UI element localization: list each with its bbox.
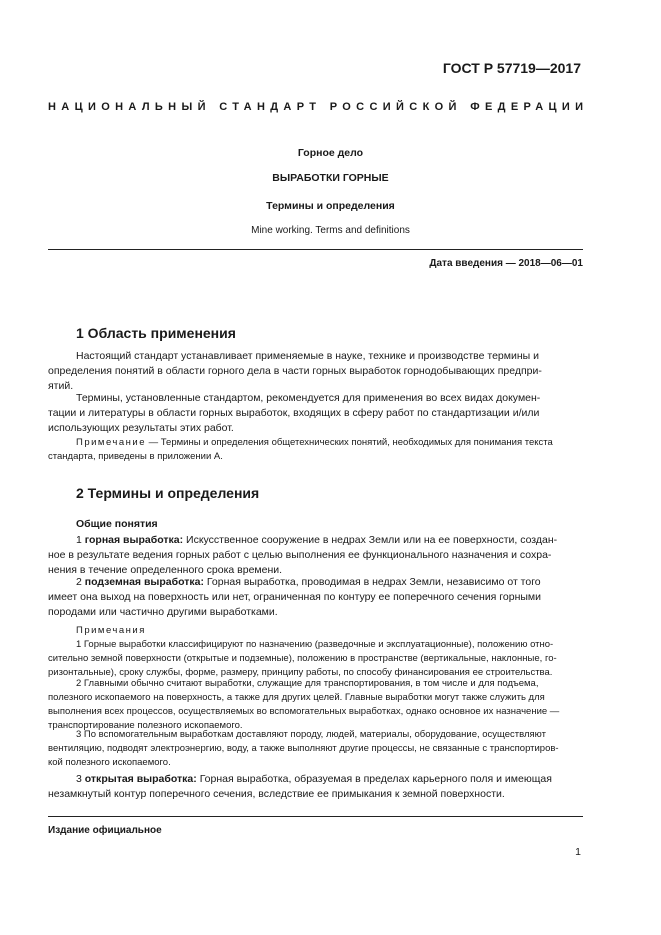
- term-name: горная выработка:: [84, 534, 184, 546]
- text-line: тации и литературы в области горных выработок, входящих в сферу работ по стандартизации и/или: [48, 407, 540, 419]
- text-line: стандарта, приведены в приложении А.: [48, 451, 223, 462]
- text-line: 3 открытая выработка: Горная выработка, образуемая в пределах карьерного поля и имеющая: [76, 773, 552, 785]
- term-1: [48, 533, 583, 578]
- english-title: Mine working. Terms and definitions: [251, 225, 410, 236]
- text-line: 1 Горные выработки классифицируют по назначению (разведочные и эксплуатационные), положению отно-: [76, 639, 554, 650]
- note-1: [48, 638, 583, 680]
- text-line: породами или частично другими выработками.: [48, 606, 278, 618]
- text-line: использующих результаты этих работ.: [48, 422, 234, 434]
- term-name: открытая выработка:: [84, 773, 197, 785]
- text-line: Термины, установленные стандартом, рекомендуется для применения во всех видах докумен-: [76, 392, 541, 404]
- text-line: полезного ископаемого на поверхность, а также для других целей. Главные выработки могут также служить для: [48, 692, 545, 703]
- top-divider: [48, 249, 583, 250]
- text-line: ятий.: [48, 380, 74, 392]
- text-line: сительно земной поверхности (открытые и подземные), положению в пространстве (вертикальные, наклонные, го-: [48, 653, 557, 664]
- official-edition-label: Издание официальное: [48, 825, 162, 836]
- section-1-note: [48, 436, 583, 464]
- section-1-paragraph-1: [48, 349, 583, 394]
- text-line: транспортирование полезного ископаемого.: [48, 720, 243, 731]
- text-line: Примечание — Термины и определения общетехнических понятий, необходимых для понимания текста: [76, 437, 553, 448]
- subject-area: Горное дело: [297, 147, 364, 159]
- term-name: подземная выработка:: [84, 576, 204, 588]
- document-title: ВЫРАБОТКИ ГОРНЫЕ: [272, 172, 389, 184]
- page-number: 1: [575, 846, 581, 858]
- text-line: ризонтальные), сроку службы, форме, размеру, принципу работы, по способу финансирования ее строительства.: [48, 667, 553, 678]
- text-line: незамкнутый контур поперечного сечения, вследствие ее примыкания к земной поверхности.: [48, 788, 505, 800]
- text-line: Настоящий стандарт устанавливает применяемые в науке, технике и производстве термины и: [76, 350, 539, 362]
- notes-label: Примечания: [76, 625, 146, 636]
- section-1-paragraph-2: [48, 391, 583, 436]
- text-line: кой полезного ископаемого.: [48, 757, 171, 768]
- text-line: вентиляцию, подводят электроэнергию, воду, а также выполняют другие процессы, не связанные с транспортиров-: [48, 743, 559, 754]
- footer-divider: [48, 816, 583, 817]
- note-label: Примечание: [76, 437, 146, 448]
- text-line: 3 По вспомогательным выработкам доставляют породу, людей, материалы, оборудование, осуществляют: [76, 729, 546, 740]
- section-2-heading: 2 Термины и определения: [76, 485, 260, 501]
- term-3: [48, 772, 583, 802]
- note-3: [48, 728, 583, 770]
- text-line: определения понятий в области горного дела в части горных выработок горнодобывающих предпри-: [48, 365, 542, 377]
- text-line: нения в течение определенного срока времени.: [48, 564, 283, 576]
- general-concepts-subheading: Общие понятия: [76, 518, 158, 530]
- text-line: выполнения всех процессов, осуществляемых во вспомогательных выработках, однако основное их назначение —: [48, 706, 560, 717]
- text-line: ное в результате ведения горных работ с целью выполнения ее функционального назначения и сохра-: [48, 549, 552, 561]
- document-subtitle: Термины и определения: [266, 200, 395, 212]
- section-1-heading: 1 Область применения: [76, 325, 236, 341]
- term-2: [48, 575, 583, 620]
- text-line: 1 горная выработка: Искусственное сооружение в недрах Земли или на ее поверхности, создан-: [76, 534, 558, 546]
- text-line: имеет она выход на поверхность или нет, ограниченная по контуру ее поперечного сечения горными: [48, 591, 541, 603]
- standard-code: ГОСТ Р 57719—2017: [442, 60, 581, 76]
- note-2: [48, 677, 583, 733]
- introduction-date: Дата введения — 2018—06—01: [429, 258, 583, 269]
- text-line: 2 Главными обычно считают выработки, служащие для транспортирования, в том числе и для подъема,: [76, 678, 539, 689]
- national-standard-heading: НАЦИОНАЛЬНЫЙ СТАНДАРТ РОССИЙСКОЙ ФЕДЕРАЦИИ: [48, 101, 589, 113]
- text-line: 2 подземная выработка: Горная выработка, проводимая в недрах Земли, независимо от того: [76, 576, 541, 588]
